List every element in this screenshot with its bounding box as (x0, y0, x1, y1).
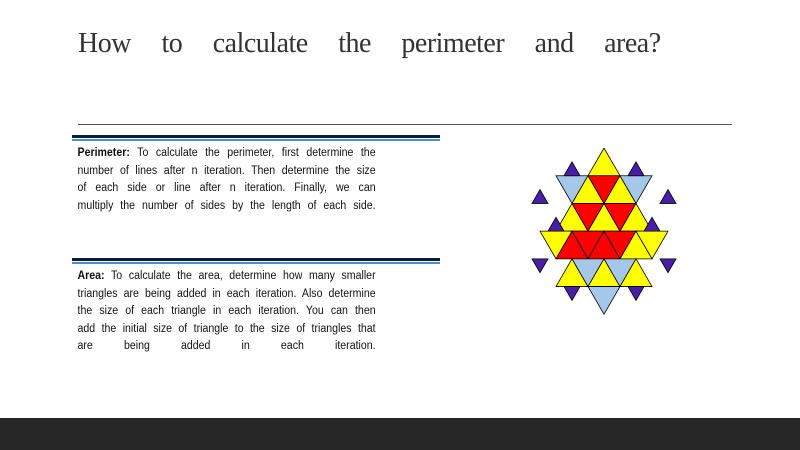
purple-tip-triangle (660, 259, 676, 273)
purple-tip-triangle (564, 162, 580, 176)
panel-top-rule (72, 258, 440, 261)
title-divider (78, 124, 732, 125)
perimeter-label: Perimeter: (77, 147, 130, 159)
area-label: Area: (77, 270, 105, 282)
purple-tip-triangle (532, 259, 548, 273)
purple-tip-triangle (628, 287, 644, 301)
purple-tip-triangle (628, 162, 644, 176)
panel-accent-rule (72, 139, 440, 141)
purple-tip-triangle (532, 190, 548, 204)
perimeter-panel (72, 135, 440, 215)
perimeter-body (72, 145, 403, 215)
page-title: How to calculate the perimeter and area? (78, 28, 661, 59)
panel-top-rule (72, 135, 440, 138)
panel-accent-rule (72, 262, 440, 264)
perimeter-text: To calculate the perimeter, first determine the number of lines after n iteration. Then determine the size of each side or line after n iteration. Finally, we can multiply the number of sides by the length of each side. (77, 147, 376, 212)
koch-snowflake-figure (520, 148, 720, 368)
light-blue-triangle (588, 287, 620, 315)
area-body (72, 268, 403, 356)
purple-tip-triangle (564, 287, 580, 301)
purple-tip-triangle (660, 190, 676, 204)
yellow-triangle (588, 148, 620, 176)
area-panel (72, 258, 440, 356)
area-text: To calculate the area, determine how many smaller triangles are being added in each iteration. Also determine the size of each triangle in each iteration. You can then add the initial size of triangle to the size of triangles that are being added in each iteration. (77, 270, 376, 353)
footer-bar (0, 418, 800, 450)
